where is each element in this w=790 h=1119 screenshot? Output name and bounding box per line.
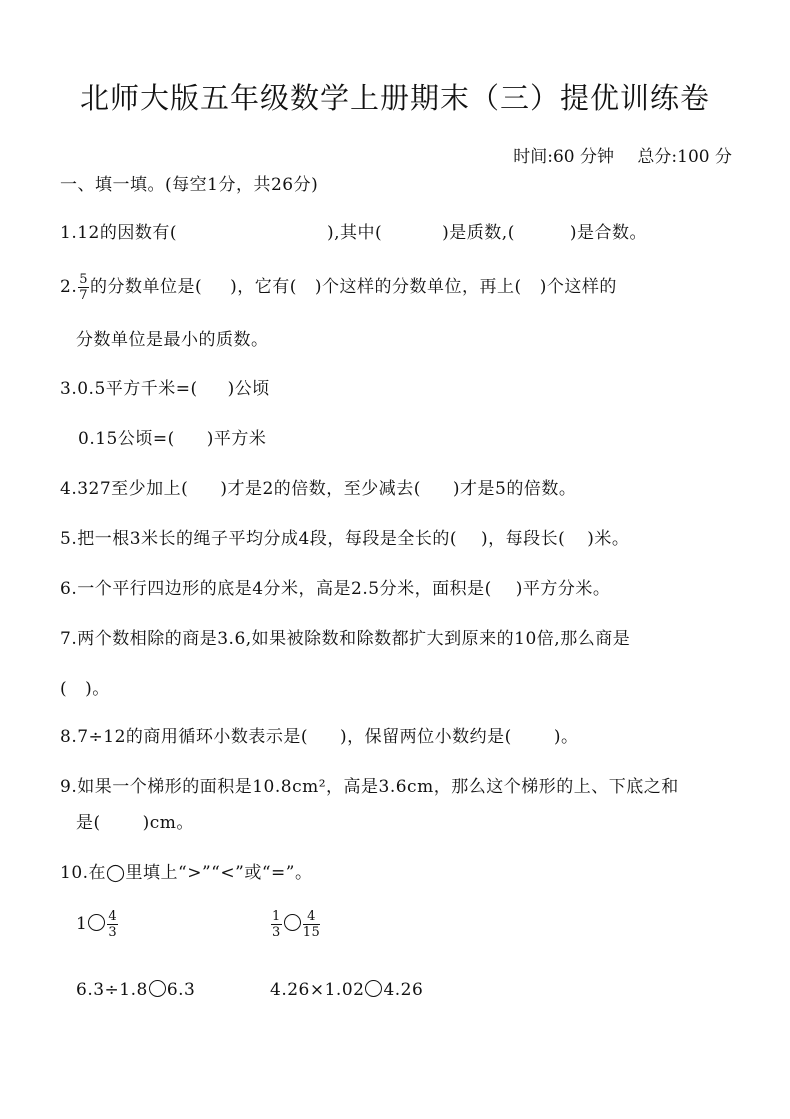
fraction-denominator: 15 [302,925,321,940]
q2-text-a: 的分数单位是( [90,277,203,297]
q8-text-c: )。 [553,727,579,747]
compare-item-1 [76,910,119,939]
q3-text-b2: )平方米 [206,429,267,449]
q1-text-b: ),其中( [326,223,383,243]
fraction-numerator: 5 [79,272,89,287]
fraction-4-15 [303,910,321,939]
compare-right: 6.3 [166,980,196,1000]
q4-text-b: )才是2的倍数，至少减去( [220,479,421,499]
q5-text-c: )米。 [587,529,630,549]
total-score: 总分:100 分 [637,147,732,167]
question-6 [60,574,610,599]
q7-text-b2: )。 [85,679,110,699]
q4-text-c: )才是5的倍数。 [452,479,577,499]
question-4 [60,474,576,499]
q1-text-c: )是质数,( [442,223,515,243]
compare-item-4 [270,980,423,1000]
q3-text-a1: 3.0.5平方千米=( [60,379,198,399]
q6-text-b: )平方分米。 [515,579,611,599]
question-9-continued [76,808,194,833]
question-2-continued: 分数单位是最小的质数。 [76,330,269,350]
fraction-denominator: 7 [79,288,89,303]
fraction-numerator: 4 [108,909,118,924]
q2-text-b: )，它有( [230,277,297,297]
q7-text-b1: ( [60,679,68,699]
question-2 [60,272,617,302]
question-10: 10.在◯里填上“>”“<”或“=”。 [60,863,313,883]
q8-text-b: )，保留两位小数约是( [340,727,512,747]
q2-text-d: )个这样的 [539,277,617,297]
q5-text-a: 5.把一根3米长的绳子平均分成4段，每段是全长的( [60,529,457,549]
fraction-numerator: 4 [303,910,321,925]
q8-text-a: 8.7÷12的商用循环小数表示是( [60,727,309,747]
fraction-denominator: 3 [108,925,118,940]
q3-text-a2: )公顷 [227,379,270,399]
compare-item-3 [76,980,195,1000]
fraction-numerator: 1 [272,909,281,924]
question-9: 9.如果一个梯形的面积是10.8cm²，高是3.6cm，那么这个梯形的上、下底之和 [60,777,679,797]
question-3b [78,424,266,449]
question-1 [60,218,647,243]
compare-circle[interactable] [284,914,301,931]
fraction-denominator: 3 [272,925,281,940]
q6-text-a: 6.一个平行四边形的底是4分米，高是2.5分米，面积是( [60,579,492,599]
compare-circle[interactable] [88,914,105,931]
q3-text-b1: 0.15公顷=( [78,429,175,449]
q1-text-d: )是合数。 [569,223,647,243]
time-limit: 时间:60 分钟 [513,147,614,167]
page-title: 北师大版五年级数学上册期末（三）提优训练卷 [79,81,710,115]
q5-text-b: )，每段长( [480,529,566,549]
q4-text-a: 4.327至少加上( [60,479,189,499]
q1-text-a: 1.12的因数有( [60,223,177,243]
fraction-5-7 [78,273,89,302]
compare-left: 6.3÷1.8 [76,980,148,1000]
question-8 [60,722,578,747]
question-7-continued [60,674,110,699]
compare-left: 4.26×1.02 [270,980,365,1000]
compare-circle[interactable] [149,980,166,997]
question-3a [60,374,270,399]
section-heading: 一、填一填。(每空1分，共26分) [60,175,319,195]
exam-meta [513,142,732,167]
compare-left: 1 [76,914,88,934]
question-7: 7.两个数相除的商是3.6,如果被除数和除数都扩大到原来的10倍,那么商是 [60,629,631,649]
q9-text-b1: 是( [76,813,101,833]
compare-right: 4.26 [383,980,424,1000]
question-5 [60,524,629,549]
q2-number: 2. [60,277,78,297]
fraction-1-3 [271,910,282,939]
q9-text-b2: )cm。 [142,813,194,833]
compare-item-2 [270,910,321,939]
q2-text-c: )个这样的分数单位，再上( [314,277,522,297]
compare-circle[interactable] [365,980,382,997]
fraction-4-3 [107,910,118,939]
